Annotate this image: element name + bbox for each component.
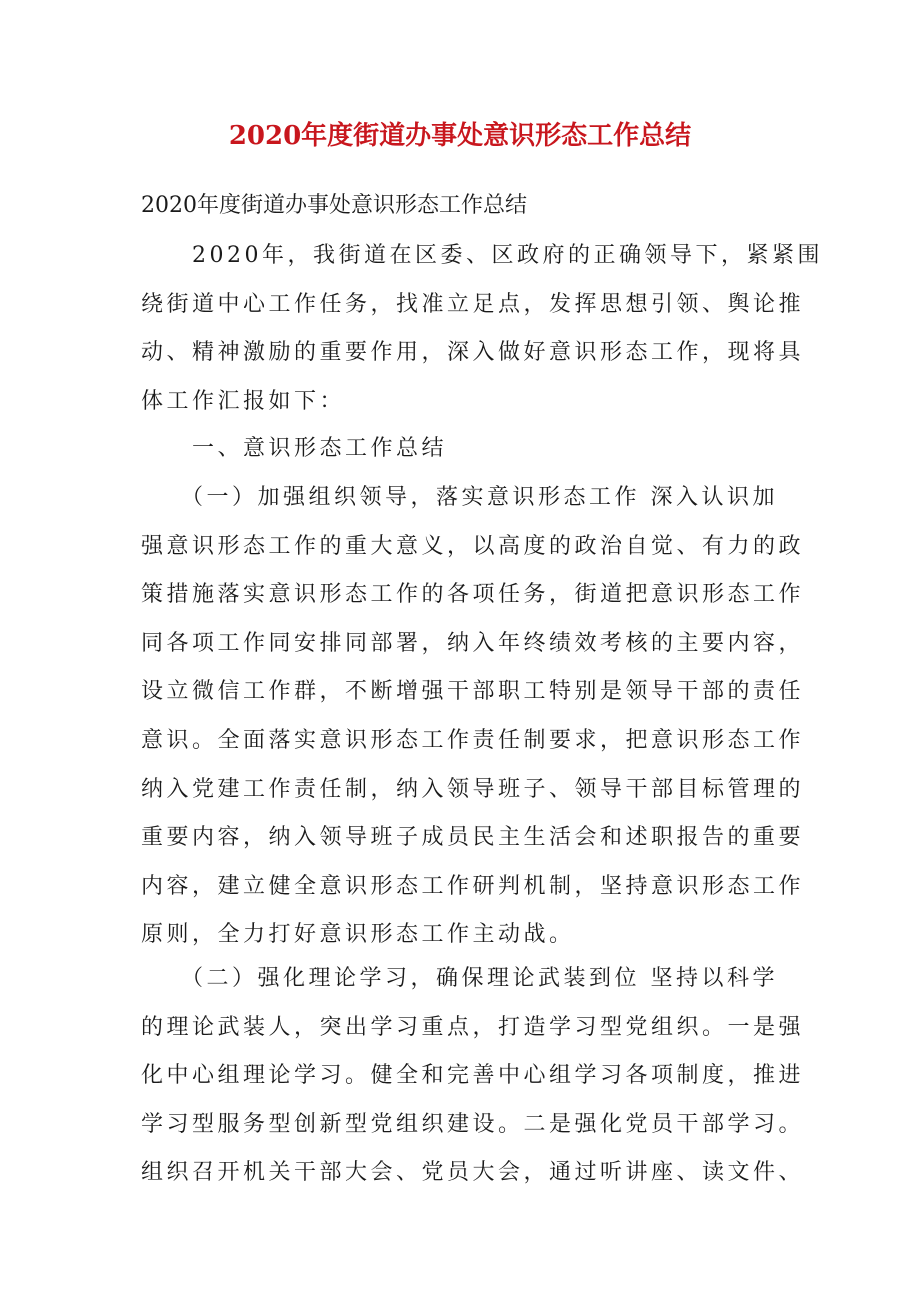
paragraph-line: 体工作汇报如下： — [141, 388, 346, 414]
item-two-paragraph — [141, 955, 805, 1198]
item-one-paragraph — [141, 474, 805, 960]
paragraph-line: 化中心组理论学习。健全和完善中心组学习各项制度，推进 — [141, 1063, 805, 1089]
paragraph-line: 原则，全力打好意识形态工作主动战。 — [141, 922, 575, 948]
paragraph-line: 绕街道中心工作任务，找准立足点，发挥思想引领、舆论推 — [141, 291, 805, 317]
paragraph-line: 重要内容，纳入领导班子成员民主生活会和述职报告的重要 — [141, 825, 805, 851]
intro-paragraph — [141, 232, 823, 426]
paragraph-line: 的理论武装人，突出学习重点，打造学习型党组织。一是强 — [141, 1014, 805, 1040]
paragraph-line: 2020年，我街道在区委、区政府的正确领导下，紧紧围 — [141, 243, 823, 268]
paragraph-line: 同各项工作同安排同部署，纳入年终绩效考核的主要内容， — [141, 630, 805, 656]
paragraph-line: 组织召开机关干部大会、党员大会，通过听讲座、读文件、 — [141, 1160, 805, 1186]
paragraph-line: 意识。全面落实意识形态工作责任制要求，把意识形态工作 — [141, 727, 805, 753]
document-subtitle: 2020年度街道办事处意识形态工作总结 — [141, 193, 527, 218]
section-heading-text: 一、意识形态工作总结 — [141, 436, 448, 461]
document-title: 2020年度街道办事处意识形态工作总结 — [228, 121, 692, 151]
paragraph-line: 内容，建立健全意识形态工作研判机制，坚持意识形态工作 — [141, 873, 805, 899]
paragraph-line: 动、精神激励的重要作用，深入做好意识形态工作，现将具 — [141, 340, 805, 366]
paragraph-line: （一）加强组织领导，落实意识形态工作 深入认识加 — [141, 485, 778, 510]
paragraph-line: 纳入党建工作责任制，纳入领导班子、领导干部目标管理的 — [141, 776, 805, 802]
paragraph-line: 设立微信工作群，不断增强干部职工特别是领导干部的责任 — [141, 679, 805, 705]
paragraph-line: （二）强化理论学习，确保理论武装到位 坚持以科学 — [141, 966, 778, 991]
paragraph-line: 策措施落实意识形态工作的各项任务，街道把意识形态工作 — [141, 582, 805, 608]
paragraph-line: 强意识形态工作的重大意义，以高度的政治自觉、有力的政 — [141, 533, 805, 559]
paragraph-line: 学习型服务型创新型党组织建设。二是强化党员干部学习。 — [141, 1111, 805, 1137]
section-heading — [141, 425, 801, 474]
